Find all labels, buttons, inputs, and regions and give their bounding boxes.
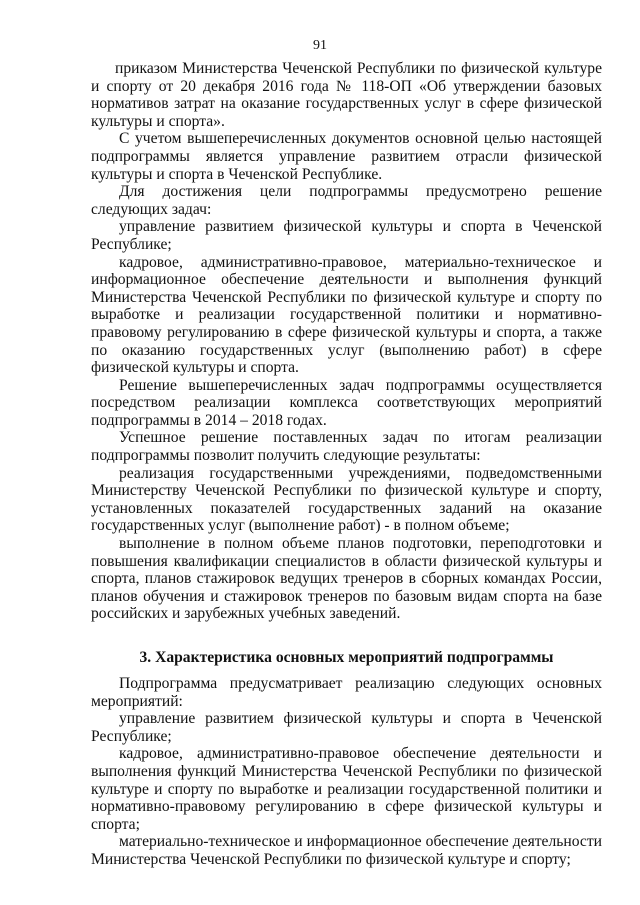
paragraph: кадровое, административно-правовое обеспечение деятельности и выполнения функций Министерства Чеченской Республики по физической культуре и спорту по выработке и реализации государственной политики и нормативно-правовому регулированию в сфере физической культуры и спорта; [91, 745, 602, 833]
paragraph: С учетом вышеперечисленных документов основной целью настоящей подпрограммы является управление развитием отрасли физической культуры и спорта в Чеченской Республике. [91, 130, 602, 183]
paragraph: управление развитием физической культуры и спорта в Чеченской Республике; [91, 218, 602, 253]
paragraph: кадровое, административно-правовое, материально-техническое и информационное обеспечение деятельности и выполнения функций Министерства Чеченской Республики по физической культуре и спорту по выработке и реализации государственной политики и нормативно-правовому регулированию в сфере физической культуры и спорта, а также по оказанию государственных услуг (выполнению работ) в сфере физической культуры и спорта. [91, 253, 602, 377]
paragraph: реализация государственными учреждениями, подведомственными Министерству Чеченской Республики по физической культуре и спорту, установленных показателей государственных заданий на оказание государственных услуг (выполнение работ) - в полном объеме; [91, 464, 602, 535]
paragraph: управление развитием физической культуры и спорта в Чеченской Республике; [91, 710, 602, 745]
paragraph: приказом Министерства Чеченской Республики по физической культуре и спорту от 20 декабря 2016 года № 118-ОП «Об утверждении базовых нормативов затрат на оказание государственных услуг в сфере физической культуры и спорта». [91, 60, 602, 130]
section-heading: 3. Характеристика основных мероприятий подпрограммы [139, 649, 554, 666]
paragraph: выполнение в полном объеме планов подготовки, переподготовки и повышения квалификации специалистов в области физической культуры и спорта, планов стажировок ведущих тренеров в сборных командах России, планов обучения и стажировок тренеров по базовым видам спорта на базе российских и зарубежных учебных заведений. [91, 535, 602, 623]
paragraph: Успешное решение поставленных задач по итогам реализации подпрограммы позволит получить следующие результаты: [91, 429, 602, 465]
document-body [91, 60, 602, 869]
page-number: 91 [313, 38, 327, 53]
paragraph: Подпрограмма предусматривает реализацию следующих основных мероприятий: [91, 675, 602, 710]
paragraph: Для достижения цели подпрограммы предусмотрено решение следующих задач: [91, 183, 602, 218]
paragraph: Решение вышеперечисленных задач подпрограммы осуществляется посредством реализации комплекса соответствующих мероприятий подпрограммы в 2014 – 2018 годах. [91, 376, 602, 429]
paragraph: материально-техническое и информационное обеспечение деятельности Министерства Чеченской Республики по физической культуре и спорту; [91, 833, 602, 868]
